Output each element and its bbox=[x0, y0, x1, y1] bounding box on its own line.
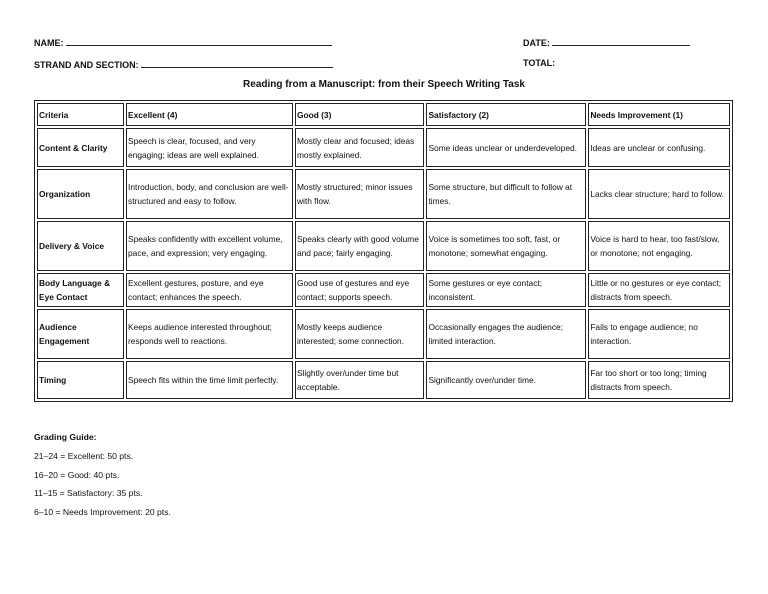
header-good: Good (3) bbox=[295, 103, 425, 126]
rubric-table bbox=[34, 100, 733, 402]
name-field bbox=[34, 36, 332, 48]
name-blank-line[interactable] bbox=[66, 36, 332, 46]
good-cell: Slightly over/under time but acceptable. bbox=[295, 361, 425, 399]
table-row bbox=[37, 169, 730, 219]
excellent-cell: Speech fits within the time limit perfectly. bbox=[126, 361, 293, 399]
good-cell: Mostly keeps audience interested; some connection. bbox=[295, 309, 425, 359]
table-row bbox=[37, 361, 730, 399]
criteria-cell: Timing bbox=[37, 361, 124, 399]
header-satisfactory: Satisfactory (2) bbox=[426, 103, 586, 126]
rubric-header-row bbox=[37, 103, 730, 126]
good-cell: Mostly clear and focused; ideas mostly explained. bbox=[295, 128, 425, 167]
satisfactory-cell: Occasionally engages the audience; limited interaction. bbox=[426, 309, 586, 359]
criteria-cell: Body Language & Eye Contact bbox=[37, 273, 124, 307]
strand-section-blank-line[interactable] bbox=[141, 58, 333, 68]
name-label: NAME: bbox=[34, 38, 64, 48]
total-field bbox=[523, 58, 555, 68]
satisfactory-cell: Some ideas unclear or underdeveloped. bbox=[426, 128, 586, 167]
satisfactory-cell: Some gestures or eye contact; inconsistent. bbox=[426, 273, 586, 307]
grading-guide-line: 21–24 = Excellent: 50 pts. bbox=[34, 451, 134, 461]
criteria-cell: Organization bbox=[37, 169, 124, 219]
header-criteria: Criteria bbox=[37, 103, 124, 126]
excellent-cell: Introduction, body, and conclusion are well-structured and easy to follow. bbox=[126, 169, 293, 219]
good-cell: Speaks clearly with good volume and pace; fairly engaging. bbox=[295, 221, 425, 271]
grading-guide bbox=[34, 432, 171, 525]
criteria-cell: Delivery & Voice bbox=[37, 221, 124, 271]
satisfactory-cell: Some structure, but difficult to follow at times. bbox=[426, 169, 586, 219]
date-label: DATE: bbox=[523, 38, 550, 48]
needs-improvement-cell: Little or no gestures or eye contact; distracts from speech. bbox=[588, 273, 730, 307]
table-row bbox=[37, 221, 730, 271]
satisfactory-cell: Significantly over/under time. bbox=[426, 361, 586, 399]
criteria-cell: Audience Engagement bbox=[37, 309, 124, 359]
grading-guide-title: Grading Guide: bbox=[34, 432, 97, 442]
date-field bbox=[523, 36, 690, 48]
needs-improvement-cell: Lacks clear structure; hard to follow. bbox=[588, 169, 730, 219]
grading-guide-line: 11–15 = Satisfactory: 35 pts. bbox=[34, 488, 143, 498]
good-cell: Mostly structured; minor issues with flow. bbox=[295, 169, 425, 219]
excellent-cell: Excellent gestures, posture, and eye contact; enhances the speech. bbox=[126, 273, 293, 307]
strand-section-label: STRAND AND SECTION: bbox=[34, 60, 139, 70]
date-blank-line[interactable] bbox=[552, 36, 690, 46]
grading-guide-line: 16–20 = Good: 40 pts. bbox=[34, 469, 120, 480]
excellent-cell: Speaks confidently with excellent volume, pace, and expression; very engaging. bbox=[126, 221, 293, 271]
needs-improvement-cell: Voice is hard to hear, too fast/slow, or monotone; not engaging. bbox=[588, 221, 730, 271]
criteria-cell: Content & Clarity bbox=[37, 128, 124, 167]
good-cell: Good use of gestures and eye contact; supports speech. bbox=[295, 273, 425, 307]
document-title: Reading from a Manuscript: from their Speech Writing Task bbox=[243, 79, 525, 90]
header-needs-improvement: Needs Improvement (1) bbox=[588, 103, 730, 126]
needs-improvement-cell: Ideas are unclear or confusing. bbox=[588, 128, 730, 167]
grading-guide-line: 6–10 = Needs Improvement: 20 pts. bbox=[34, 506, 171, 517]
table-row bbox=[37, 128, 730, 167]
total-label: TOTAL: bbox=[523, 58, 556, 68]
strand-section-field bbox=[34, 58, 333, 70]
excellent-cell: Keeps audience interested throughout; responds well to reactions. bbox=[126, 309, 293, 359]
table-row bbox=[37, 273, 730, 307]
header-excellent: Excellent (4) bbox=[126, 103, 293, 126]
excellent-cell: Speech is clear, focused, and very engaging; ideas are well explained. bbox=[126, 128, 293, 167]
satisfactory-cell: Voice is sometimes too soft, fast, or monotone; somewhat engaging. bbox=[426, 221, 586, 271]
needs-improvement-cell: Far too short or too long; timing distracts from speech. bbox=[588, 361, 730, 399]
table-row bbox=[37, 309, 730, 359]
needs-improvement-cell: Fails to engage audience; no interaction. bbox=[588, 309, 730, 359]
